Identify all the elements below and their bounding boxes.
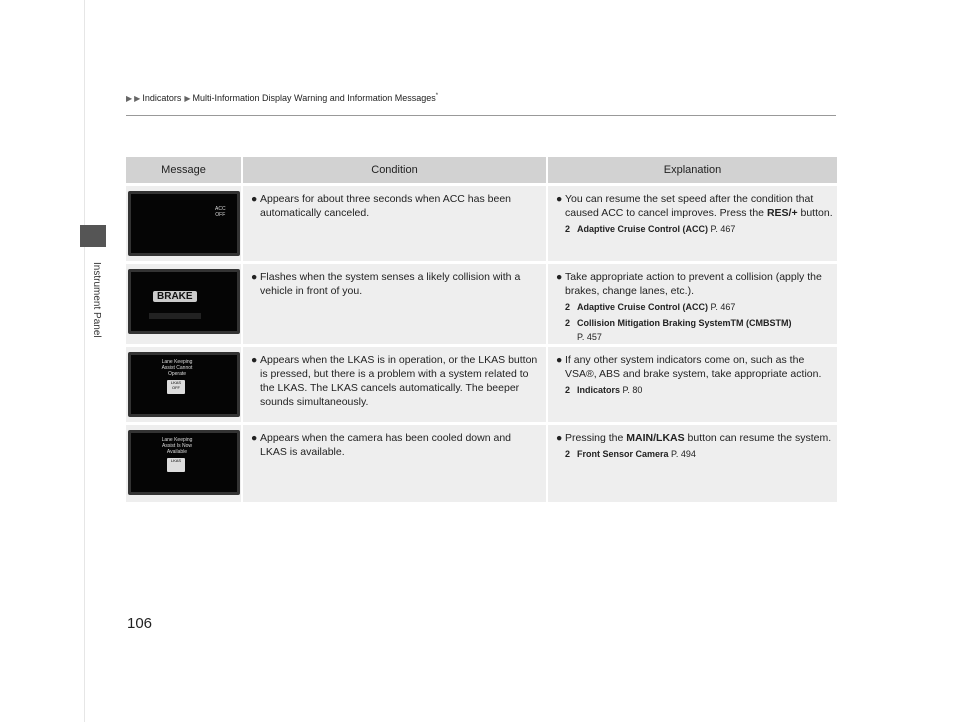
lkas-available-display-image: Lane Keeping Assist Is Now Available LKAS: [128, 430, 240, 495]
explanation-cell: ● If any other system indicators come on, such as the VSA®, ABS and brake system, take appropriate action. 2 Indicators P. 80: [546, 344, 837, 422]
reference-arrow-icon: 2: [565, 449, 571, 459]
bullet-icon: ●: [556, 354, 563, 366]
sidebar-rule: [84, 0, 85, 722]
message-cell: [126, 422, 241, 502]
cross-reference-link[interactable]: 2 Front Sensor Camera P. 494: [565, 449, 696, 459]
lkas-off-icon: LKAS OFF: [167, 380, 185, 394]
column-header-condition: Condition: [241, 157, 546, 183]
table-row: [126, 261, 837, 344]
cross-reference-link[interactable]: 2 Collision Mitigation Braking SystemTM (CMBSTM) P. 457: [565, 318, 792, 342]
table-row: [126, 344, 837, 422]
breadcrumb-arrow-icon: ▶: [126, 93, 133, 103]
table-row: [126, 422, 837, 502]
bullet-icon: ●: [251, 354, 258, 366]
cross-reference-link[interactable]: 2 Indicators P. 80: [565, 385, 643, 395]
message-table: [126, 157, 837, 502]
header-rule: [126, 115, 836, 116]
brake-display-image: BRAKE: [128, 269, 240, 334]
reference-arrow-icon: 2: [565, 224, 571, 234]
column-header-explanation: Explanation: [546, 157, 837, 183]
bullet-icon: ●: [556, 271, 563, 283]
breadcrumb-arrow-icon: ▶: [184, 93, 191, 103]
message-cell: [126, 183, 241, 261]
bullet-icon: ●: [251, 432, 258, 444]
bullet-icon: ●: [556, 193, 563, 205]
table-row: [126, 183, 837, 261]
reference-arrow-icon: 2: [565, 318, 571, 328]
screen-text: ACC OFF: [215, 206, 226, 218]
reference-arrow-icon: 2: [565, 302, 571, 312]
explanation-cell: ● Take appropriate action to prevent a collision (apply the brakes, change lanes, etc.). 2 Adaptive Cruise Control (ACC) P. 467 2 Collision Mitigation Braking SystemTM (CMBSTM) P. 457: [546, 261, 837, 344]
acc-off-display-image: [128, 191, 240, 256]
message-cell: [126, 261, 241, 344]
message-cell: [126, 344, 241, 422]
breadcrumb-arrow-icon: ▶: [134, 93, 141, 103]
lkas-cannot-operate-display-image: Lane Keeping Assist Cannot Operate LKAS OFF: [128, 352, 240, 417]
section-tab-marker: [80, 225, 106, 247]
explanation-cell: ● You can resume the set speed after the condition that caused ACC to cancel improves. Press the RES/+ button. 2 Adaptive Cruise Control (ACC) P. 467: [546, 183, 837, 261]
breadcrumb: [126, 93, 441, 103]
condition-cell: ● Appears for about three seconds when ACC has been automatically canceled.: [241, 183, 546, 261]
cross-reference-link[interactable]: 2 Adaptive Cruise Control (ACC) P. 467: [565, 302, 736, 312]
cross-reference-link[interactable]: 2 Adaptive Cruise Control (ACC) P. 467: [565, 224, 736, 234]
bullet-icon: ●: [251, 193, 258, 205]
condition-cell: ● Flashes when the system senses a likely collision with a vehicle in front of you.: [241, 261, 546, 344]
bullet-icon: ●: [556, 432, 563, 444]
page-number: 106: [127, 615, 153, 632]
column-header-message: Message: [126, 157, 241, 183]
breadcrumb-item-current: Multi-Information Display Warning and Information Messages*: [192, 93, 439, 103]
camera-icon: LKAS: [167, 458, 185, 472]
sidebar-section-label: Instrument Panel: [91, 262, 102, 338]
breadcrumb-item-indicators[interactable]: Indicators: [142, 93, 182, 103]
bullet-icon: ●: [251, 271, 258, 283]
condition-cell: ● Appears when the LKAS is in operation, or the LKAS button is pressed, but there is a problem with a system related to the LKAS. The LKAS cancels automatically. The beeper sounds simultaneously.: [241, 344, 546, 422]
condition-cell: ● Appears when the camera has been cooled down and LKAS is available.: [241, 422, 546, 502]
explanation-cell: ● Pressing the MAIN/LKAS button can resume the system. 2 Front Sensor Camera P. 494: [546, 422, 837, 502]
reference-arrow-icon: 2: [565, 385, 571, 395]
